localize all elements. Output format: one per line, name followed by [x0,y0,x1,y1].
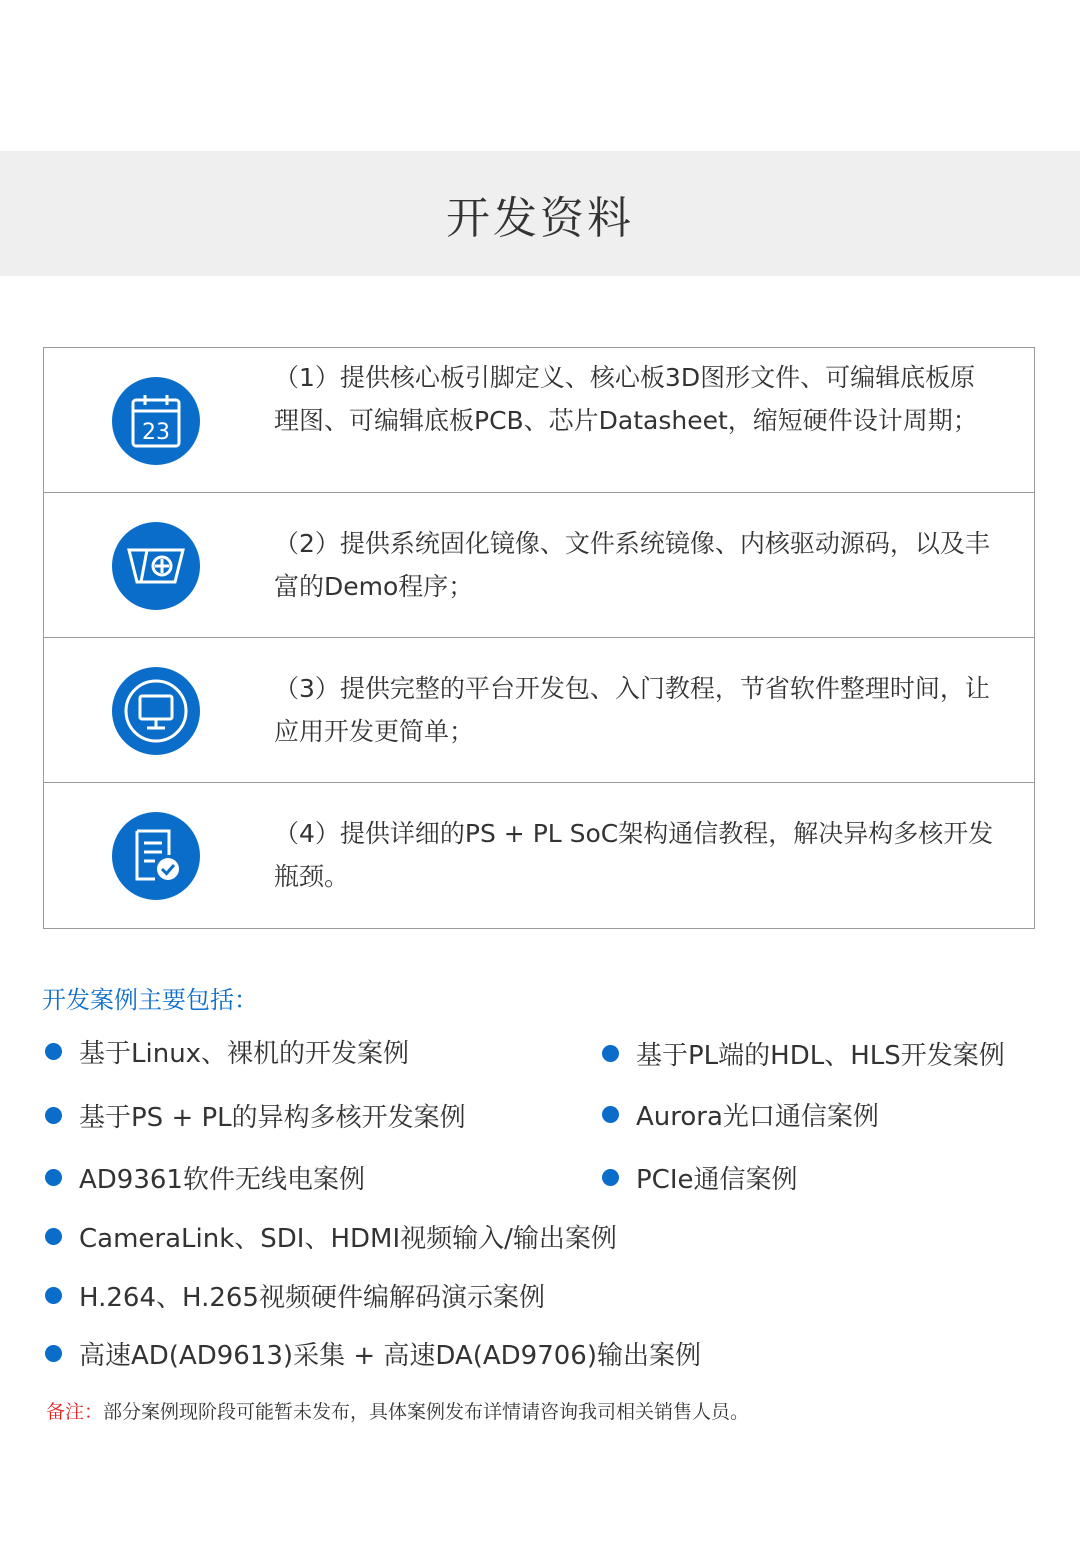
case-item [45,1218,617,1255]
note-label: 备注： [46,1401,104,1423]
section-banner [0,151,1080,276]
case-item [45,1277,545,1314]
bullet-icon [602,1045,619,1062]
note [46,1397,749,1424]
bullet-icon [45,1287,62,1304]
case-item-label: 高速AD(AD9613)采集 + 高速DA(AD9706)输出案例 [79,1341,701,1371]
bullet-icon [45,1169,62,1186]
monitor-icon [112,667,200,755]
bullet-icon [45,1345,62,1362]
feature-text-3: （3）提供完整的平台开发包、入门教程，节省软件整理时间，让应用开发更简单； [274,674,990,746]
calendar-icon [112,377,200,465]
case-item [602,1035,1005,1072]
bullet-icon [602,1169,619,1186]
bullet-icon [45,1107,62,1124]
cases-title: 开发案例主要包括： [42,986,258,1014]
bullet-icon [45,1043,62,1060]
case-item-label: CameraLink、SDI、HDMI视频输入/输出案例 [79,1224,617,1254]
bullet-icon [602,1106,619,1123]
feature-text-1: （1）提供核心板引脚定义、核心板3D图形文件、可编辑底板原理图、可编辑底板PCB、芯片Datasheet，缩短硬件设计周期； [274,363,978,435]
case-item-label: 基于PL端的HDL、HLS开发案例 [636,1041,1005,1071]
case-item [602,1159,798,1196]
feature-text-2: （2）提供系统固化镜像、文件系统镜像、内核驱动源码，以及丰富的Demo程序； [274,529,990,601]
case-item-label: 基于Linux、裸机的开发案例 [79,1039,410,1069]
case-item-label: PCIe通信案例 [636,1165,798,1195]
case-item-label: H.264、H.265视频硬件编解码演示案例 [79,1283,545,1313]
case-item-label: AD9361软件无线电案例 [79,1165,365,1195]
case-item [45,1159,365,1196]
document-check-icon [112,812,200,900]
features-table [43,347,1035,929]
feature-row-4 [44,783,1034,928]
section-title: 开发资料 [446,192,634,244]
calendar-number: 23 [142,420,170,445]
case-item-label: 基于PS + PL的异构多核开发案例 [79,1103,466,1133]
case-item [45,1033,409,1070]
feature-row-1 [44,348,1034,493]
image-mirror-icon [112,522,200,610]
feature-row-2 [44,493,1034,638]
case-item-label: Aurora光口通信案例 [636,1102,879,1132]
case-item [45,1335,701,1372]
case-item [602,1096,879,1133]
feature-text-4: （4）提供详细的PS + PL SoC架构通信教程，解决异构多核开发瓶颈。 [274,819,994,891]
case-item [45,1097,466,1134]
bullet-icon [45,1228,62,1245]
note-text: 部分案例现阶段可能暂未发布，具体案例发布详情请咨询我司相关销售人员。 [103,1401,750,1423]
feature-row-3 [44,638,1034,783]
